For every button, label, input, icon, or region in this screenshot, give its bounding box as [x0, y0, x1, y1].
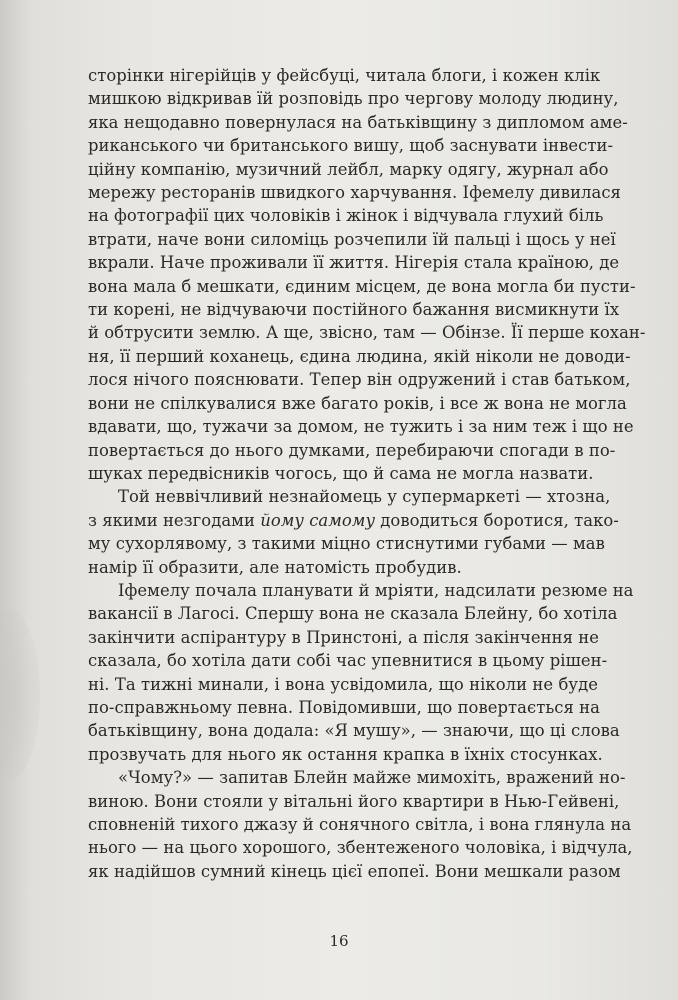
text-line: виною. Вони стояли у вітальні його квартири в Нью-Гейвені,: [88, 791, 620, 811]
text-line: нього — на цього хорошого, збентеженого чоловіка, і відчула,: [88, 838, 633, 858]
text-line: ти корені, не відчуваючи постійного бажання висмикнути їх: [88, 300, 620, 320]
text-fragment: доводиться боротися, тако-: [375, 510, 619, 530]
body-text: [88, 64, 646, 883]
text-line: Той неввічливий незнайомець у супермаркеті — хтозна,: [118, 487, 611, 507]
text-line: мережу ресторанів швидкого харчування. Іфемелу дивилася: [88, 183, 621, 203]
text-line: сповненій тихого джазу й сонячного світла, і вона глянула на: [88, 815, 632, 834]
text-line: яка нещодавно повернулася на батьківщину з дипломом аме-: [88, 112, 628, 132]
text-line: сторінки нігерійців у фейсбуці, читала блоги, і кожен клік: [88, 66, 601, 85]
text-line: ційну компанію, музичний лейбл, марку одягу, журнал або: [88, 159, 609, 179]
text-fragment: з якими незгодами: [88, 510, 261, 530]
text-line: на фотографії цих чоловіків і жінок і відчувала глухий біль: [88, 206, 604, 226]
text-line: мишкою відкривав їй розповідь про чергову молоду людину,: [88, 89, 619, 109]
text-line: сказала, бо хотіла дати собі час упевнитися в цьому рішен-: [88, 651, 608, 671]
italic-fragment: йому самому: [260, 510, 376, 530]
text-line: «Чому?» — запитав Блейн майже мимохіть, вражений но-: [118, 768, 626, 788]
text-line: лося нічого пояснювати. Тепер він одружений і став батьком,: [88, 370, 631, 390]
text-line: по-справжньому певна. Повідомивши, що повертається на: [88, 697, 600, 717]
text-line: шуках передвісників чогось, що й сама не могла назвати.: [88, 463, 594, 483]
text-line: Іфемелу почала планувати й мріяти, надсилати резюме на: [118, 580, 634, 600]
text-line: ні. Та тижні минали, і вона усвідомила, що ніколи не буде: [88, 674, 598, 694]
text-line-italic: [88, 509, 619, 532]
page-blur: [0, 610, 40, 780]
text-line: й обтрусити землю. А ще, звісно, там — Обінзе. Її перше кохан-: [88, 323, 646, 343]
text-line: повертається до нього думками, перебираючи спогади в по-: [88, 440, 616, 460]
page-number: 16: [329, 932, 349, 950]
text-line: вони не спілкувалися вже багато років, і все ж вона не могла: [88, 393, 627, 413]
text-line: закінчити аспірантуру в Принстоні, а після закінчення не: [88, 627, 599, 647]
text-line: ня, її перший коханець, єдина людина, якій ніколи не доводи-: [88, 346, 631, 366]
spine-shadow: [0, 0, 30, 1000]
text-line: прозвучать для нього як остання крапка в їхніх стосунках.: [88, 744, 603, 764]
text-line: риканського чи британського вишу, щоб заснувати інвести-: [88, 136, 614, 156]
text-line: батьківщину, вона додала: «Я мушу», — знаючи, що ці слова: [88, 721, 620, 741]
text-line: намір її образити, але натомість пробудив.: [88, 557, 462, 577]
text-line: вдавати, що, тужачи за домом, не тужить і за ним теж і що не: [88, 417, 634, 437]
text-line: му сухорлявому, з такими міцно стиснутими губами — мав: [88, 534, 605, 554]
text-line: як надійшов сумний кінець цієї епопеї. Вони мешкали разом: [88, 861, 621, 881]
text-line: вона мала б мешкати, єдиним місцем, де вона могла би пусти-: [88, 276, 636, 296]
text-line: втрати, наче вони силоміць розчепили їй пальці і щось у неї: [88, 229, 616, 249]
text-line: вкрали. Наче проживали її життя. Нігерія стала країною, де: [88, 253, 620, 273]
text-line: вакансії в Лагосі. Спершу вона не сказала Блейну, бо хотіла: [88, 604, 618, 624]
